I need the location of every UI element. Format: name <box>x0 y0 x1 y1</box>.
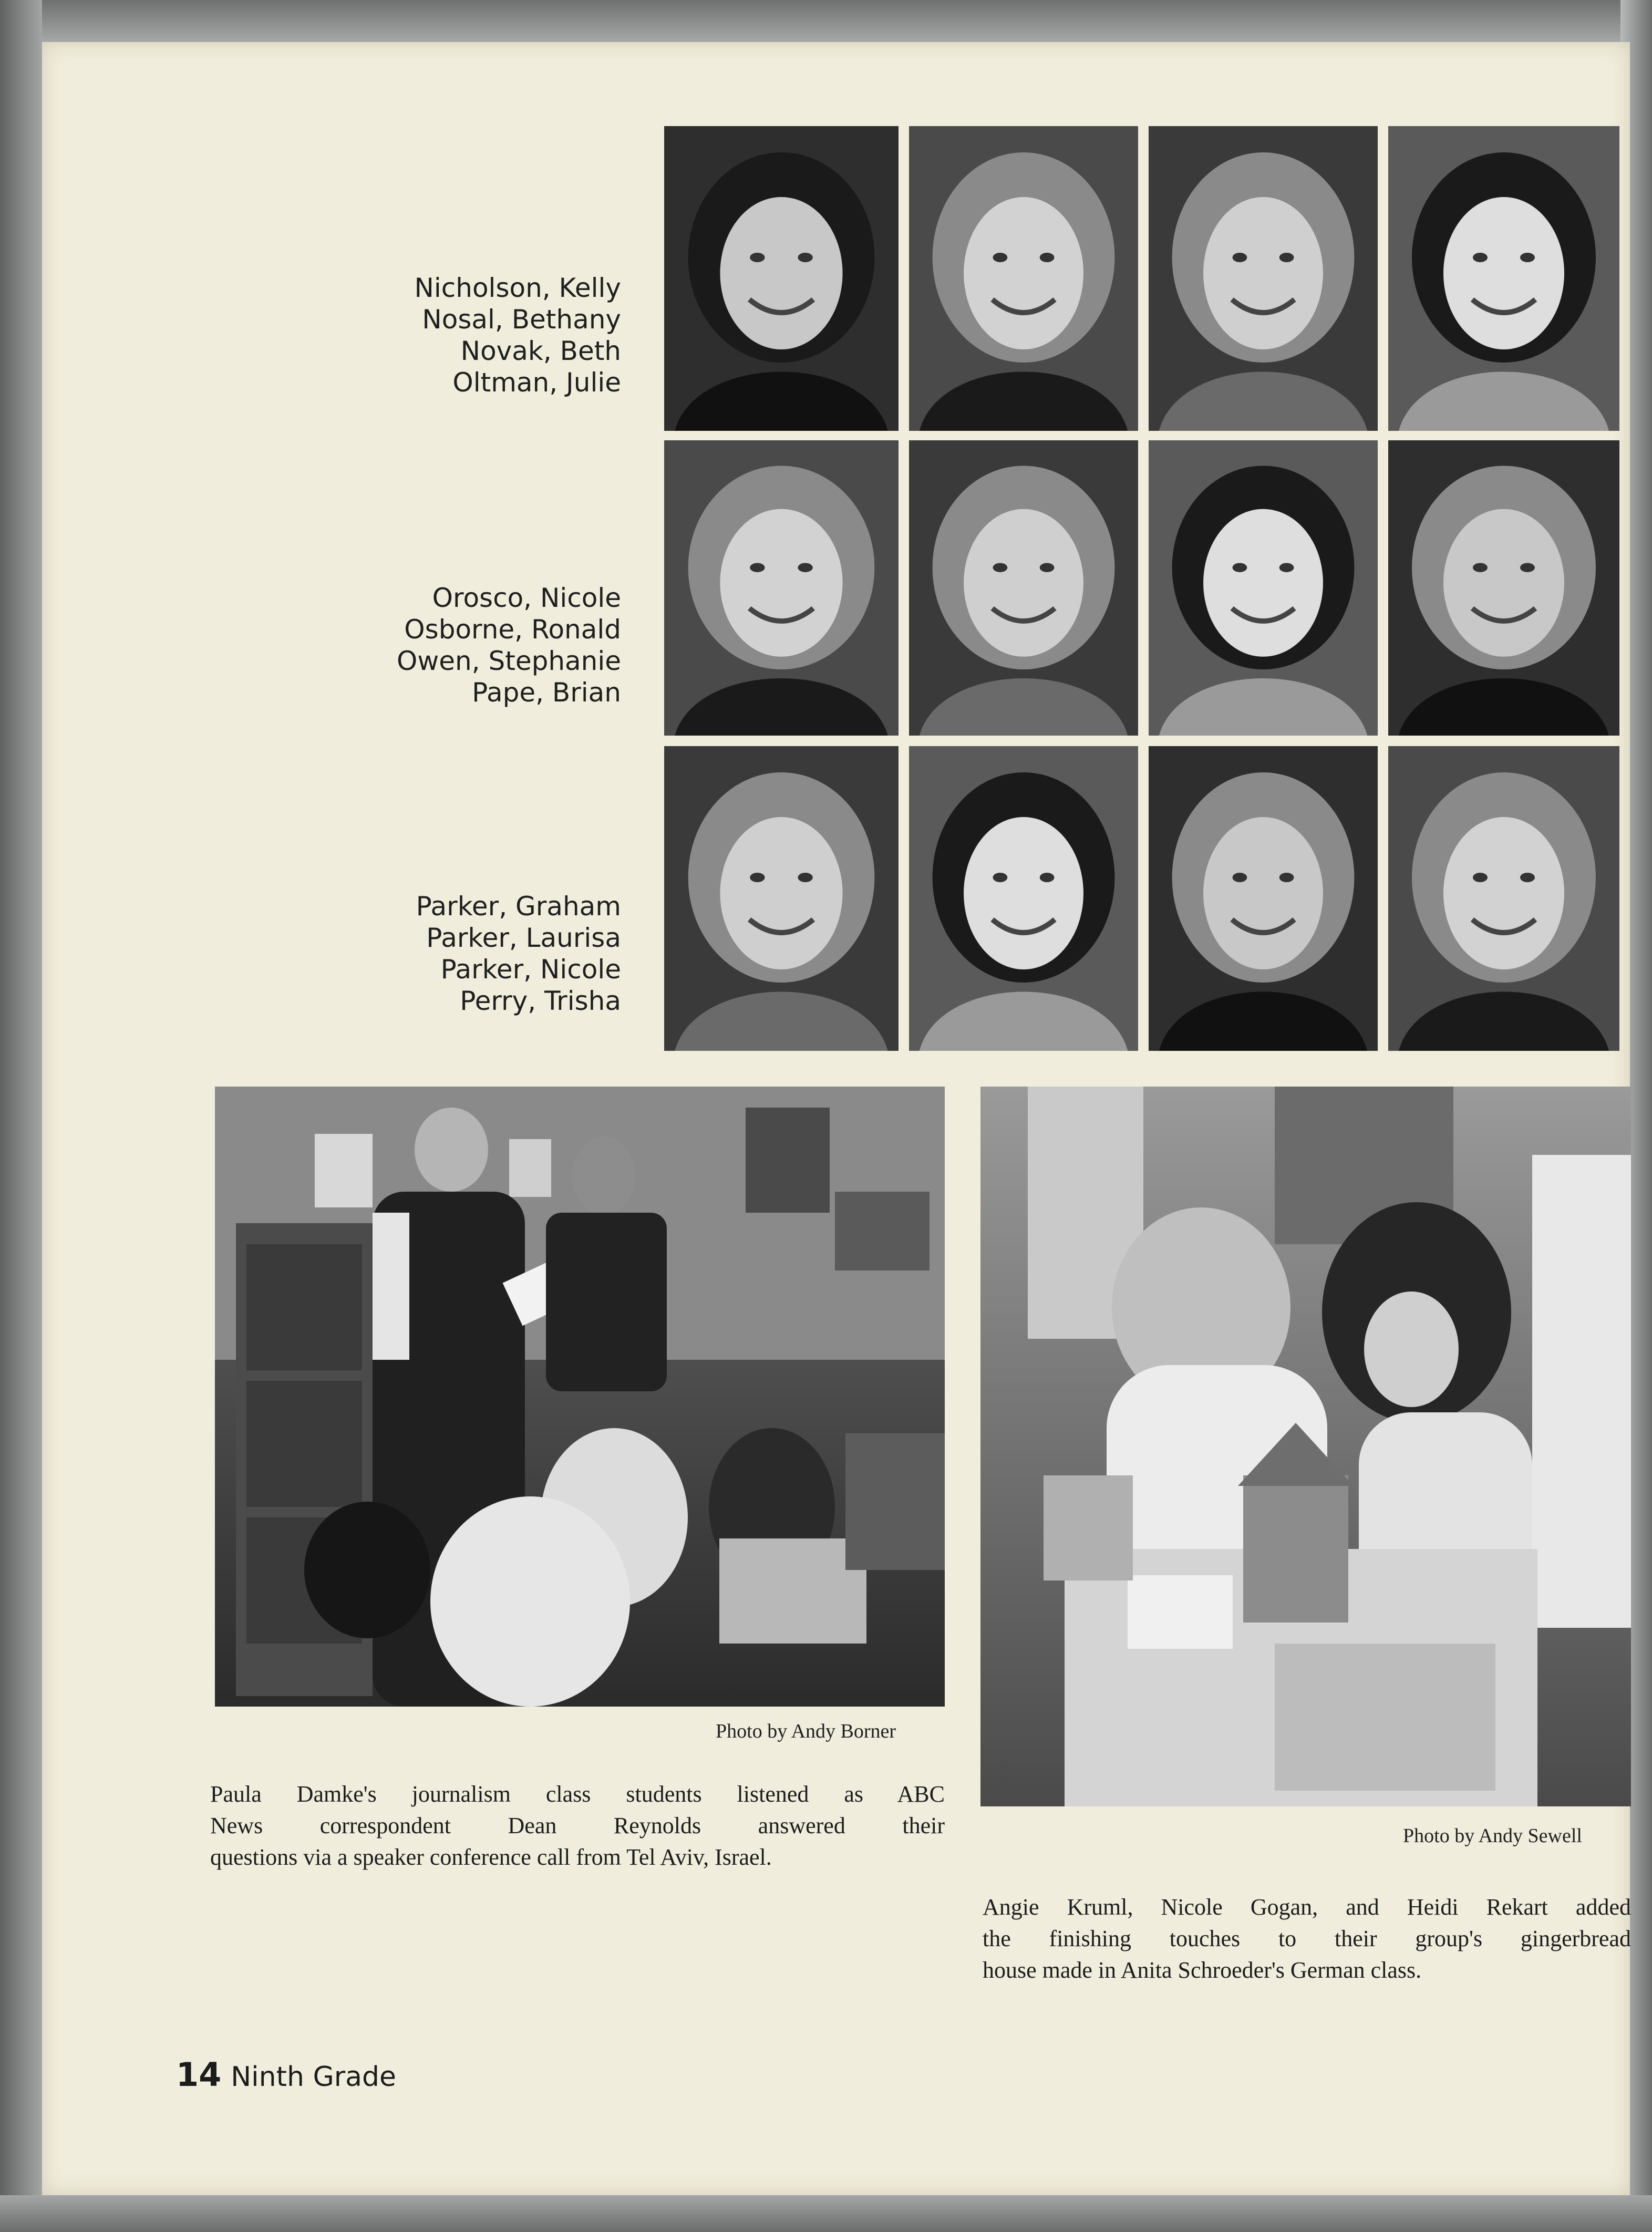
student-name: Owen, Stephanie <box>396 646 621 676</box>
student-name: Pape, Brian <box>472 677 621 708</box>
student-portrait <box>909 746 1138 1051</box>
student-portrait <box>909 440 1138 736</box>
student-portrait <box>1388 126 1619 431</box>
student-name: Nosal, Bethany <box>422 304 621 335</box>
student-portrait <box>1388 440 1619 736</box>
roster-names-row-2 <box>397 582 621 708</box>
student-portrait <box>664 440 899 736</box>
student-name: Nicholson, Kelly <box>414 273 621 303</box>
journalism-class-photo <box>215 1087 945 1707</box>
page-number: 14 <box>176 2055 222 2094</box>
student-name: Oltman, Julie <box>452 367 621 398</box>
student-name: Orosco, Nicole <box>432 583 621 613</box>
student-name: Osborne, Ronald <box>404 614 621 645</box>
page-folio <box>176 2055 396 2094</box>
student-portrait <box>1149 746 1378 1051</box>
photo-credit-left: Photo by Andy Borner <box>716 1720 896 1742</box>
caption-left <box>210 1779 945 1873</box>
student-name: Parker, Graham <box>416 891 621 922</box>
student-portrait <box>1149 126 1378 431</box>
student-name: Perry, Trisha <box>460 986 621 1016</box>
scan-frame-bottom <box>0 2195 1652 2232</box>
student-name: Parker, Nicole <box>440 954 621 985</box>
student-portrait <box>1149 440 1378 736</box>
caption-right <box>983 1892 1631 1986</box>
student-portrait <box>664 746 899 1051</box>
photo-credit-right: Photo by Andy Sewell <box>1403 1825 1582 1847</box>
caption-line: Angie Kruml, Nicole Gogan, and Heidi Rekart added <box>983 1894 1631 1920</box>
caption-line: Paula Damke's journalism class students listened as ABC <box>210 1781 945 1807</box>
student-portrait <box>909 126 1138 431</box>
student-portrait <box>664 126 899 431</box>
caption-line: questions via a speaker conference call from Tel Aviv, Israel. <box>210 1844 772 1870</box>
scan-frame-top <box>0 0 1652 42</box>
student-portrait <box>1388 746 1619 1051</box>
caption-line: News correspondent Dean Reynolds answered their <box>210 1813 945 1838</box>
caption-line: house made in Anita Schroeder's German class. <box>983 1957 1422 1983</box>
caption-line: the finishing touches to their group's gingerbread <box>983 1926 1631 1951</box>
gingerbread-house-photo <box>980 1087 1631 1806</box>
student-name: Parker, Laurisa <box>426 923 621 953</box>
section-title: Ninth Grade <box>231 2061 396 2093</box>
student-name: Novak, Beth <box>460 336 621 366</box>
roster-names-row-3 <box>416 891 621 1017</box>
roster-names-row-1 <box>414 272 621 398</box>
scan-frame-left <box>0 0 42 2232</box>
